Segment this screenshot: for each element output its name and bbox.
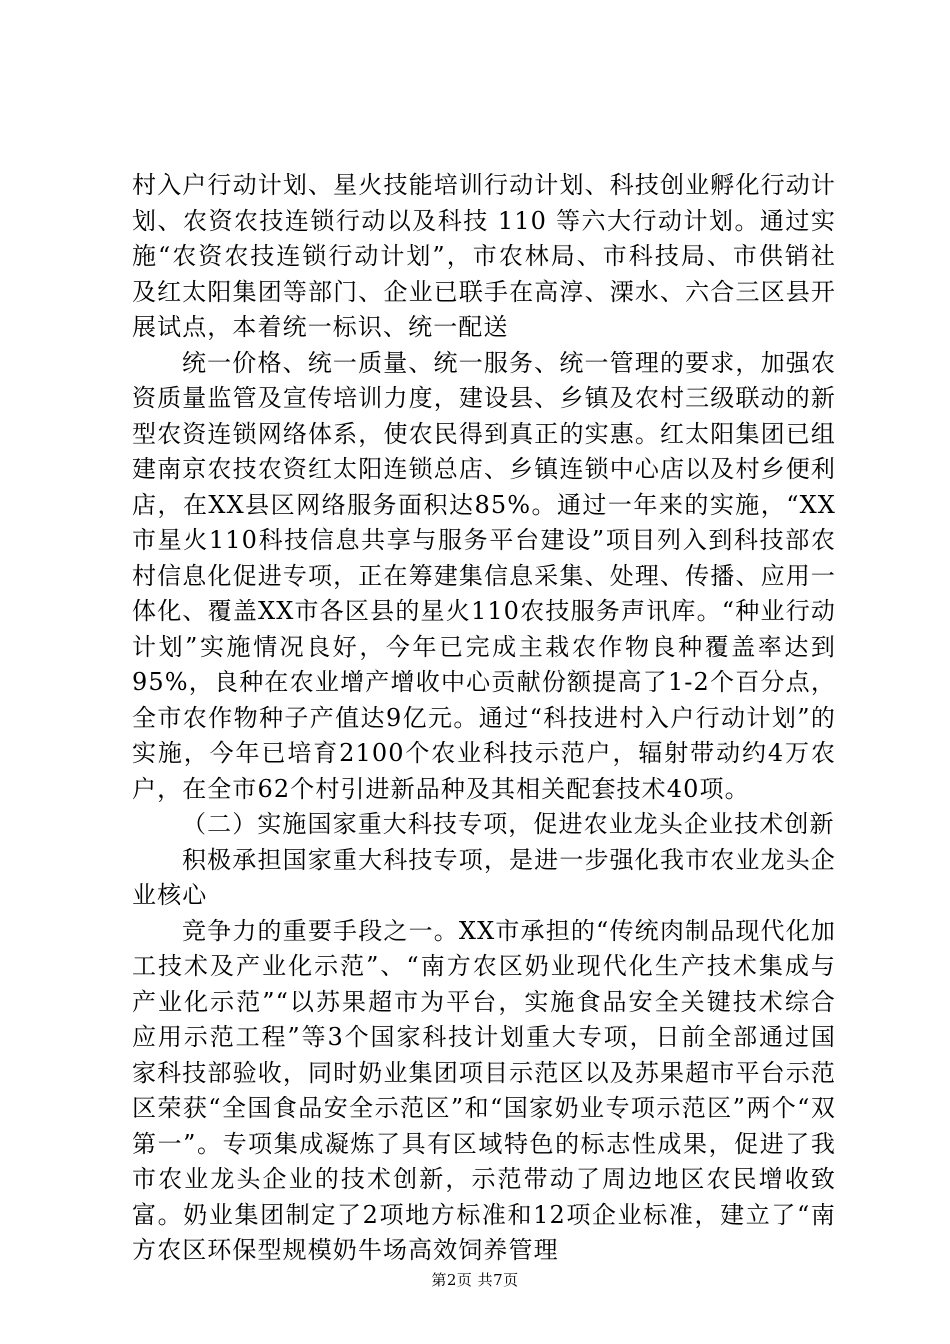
section-heading: （二）实施国家重大科技专项，促进农业龙头企业技术创新 — [182, 810, 835, 838]
paragraph-1: 村入户行动计划、星火技能培训行动计划、科技创业孵化行动计划、农资农技连锁行动以及科技 110 等六大行动计划。通过实施“农资农技连锁行动计划”，市农林局、市科技局、市供销社及红太阳集团等部门、企业已联手在高淳、溧水、六合三区县开展试点，本着统一标识、统一配送 — [132, 171, 836, 341]
paragraph-3: 积极承担国家重大科技专项，是进一步强化我市农业龙头企业核心 — [132, 845, 836, 909]
page-number-footer: 第2页 共7页 — [431, 1271, 519, 1289]
paragraph-4: 竞争力的重要手段之一。XX市承担的“传统肉制品现代化加工技术及产业化示范”、“南方农区奶业现代化生产技术集成与产业化示范”“以苏果超市为平台，实施食品安全关键技术综合应用示范工程”等3个国家科技计划重大专项，日前全部通过国家科技部验收，同时奶业集团项目示范区以及苏果超市平台示范区荣获“全国食品安全示范区”和“国家奶业专项示范区”两个“双第一”。专项集成凝炼了具有区域特色的标志性成果，促进了我市农业龙头企业的技术创新，示范带动了周边地区农民增收致富。奶业集团制定了2项地方标准和12项企业标准，建立了“南方农区环保型规模奶牛场高效饲养管理 — [132, 916, 836, 1264]
document-body — [132, 168, 836, 1269]
paragraph-2: 统一价格、统一质量、统一服务、统一管理的要求，加强农资质量监管及宣传培训力度，建设县、乡镇及农村三级联动的新型农资连锁网络体系，使农民得到真正的实惠。红太阳集团已组建南京农技农资红太阳连锁总店、乡镇连锁中心店以及村乡便利店，在XX县区网络服务面积达85%。通过一年来的实施，“XX市星火110科技信息共享与服务平台建设”项目列入到科技部农村信息化促进专项，正在筹建集信息采集、处理、传播、应用一体化、覆盖XX市各区县的星火110农技服务声讯库。“种业行动计划”实施情况良好，今年已完成主栽农作物良种覆盖率达到95%，良种在农业增产增收中心贡献份额提高了1-2个百分点，全市农作物种子产值达9亿元。通过“科技进村入户行动计划”的实施，今年已培育2100个农业科技示范户，辐射带动约4万农户，在全市62个村引进新品种及其相关配套技术40项。 — [132, 348, 836, 803]
